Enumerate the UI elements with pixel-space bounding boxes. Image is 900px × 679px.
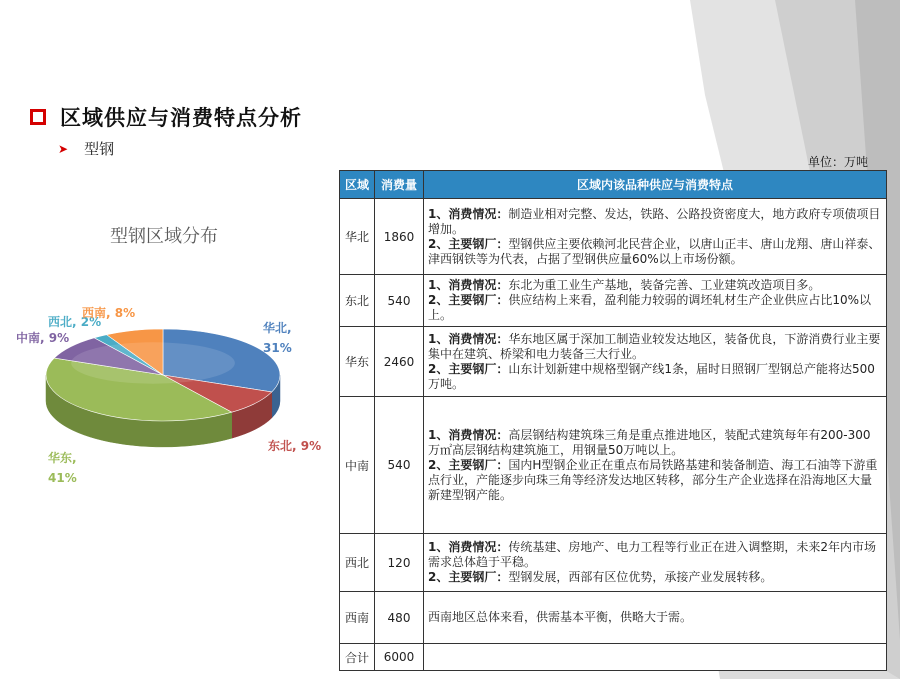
characteristics-label: 1、消费情况：	[428, 540, 509, 554]
consumption-cell: 540	[375, 397, 424, 534]
characteristics-label: 2、主要钢厂：	[428, 361, 509, 376]
pie-label-西南: 西南, 8%	[82, 306, 136, 320]
consumption-cell: 6000	[375, 644, 424, 671]
characteristics-line	[428, 278, 882, 293]
characteristics-line	[428, 570, 882, 585]
table-body	[340, 199, 887, 671]
consumption-cell: 2460	[375, 327, 424, 397]
characteristics-label: 2、主要钢厂：	[428, 457, 509, 472]
region-cell: 西南	[340, 592, 375, 644]
table-row	[340, 534, 887, 592]
characteristics-line	[428, 428, 882, 458]
unit-label: 单位：万吨	[808, 155, 869, 169]
characteristics-label: 1、消费情况：	[428, 278, 509, 292]
pie-label-华东: 华东, 41%	[48, 451, 77, 485]
characteristics-cell	[424, 327, 887, 397]
consumption-cell: 480	[375, 592, 424, 644]
slide-title-row	[30, 102, 302, 132]
pie-top	[46, 329, 280, 421]
characteristics-text: 西南地区总体来看，供需基本平衡，供略大于需。	[428, 610, 693, 624]
region-cell: 华北	[340, 199, 375, 275]
table-row	[340, 275, 887, 327]
characteristics-text: 型钢发展，西部有区位优势，承接产业发展转移。	[508, 570, 773, 584]
header-consumption: 消费量	[375, 171, 424, 199]
characteristics-label: 2、主要钢厂：	[428, 236, 509, 251]
table-row	[340, 644, 887, 671]
table-row	[340, 592, 887, 644]
consumption-cell: 1860	[375, 199, 424, 275]
pie-chart	[0, 290, 340, 490]
characteristics-line	[428, 458, 882, 503]
pie-label-中南: 中南, 9%	[16, 331, 70, 345]
region-cell: 华东	[340, 327, 375, 397]
header-region: 区域	[340, 171, 375, 199]
subtitle: 型钢	[84, 140, 115, 158]
region-cell: 中南	[340, 397, 375, 534]
characteristics-label: 1、消费情况：	[428, 427, 509, 442]
slide-title: 区域供应与消费特点分析	[60, 106, 302, 130]
region-table	[339, 170, 887, 671]
consumption-cell: 120	[375, 534, 424, 592]
characteristics-label: 1、消费情况：	[428, 331, 509, 346]
title-bullet-icon	[30, 109, 46, 125]
pie-label-华北: 华北, 31%	[263, 321, 292, 355]
pie-label-西北: 西北, 2%	[48, 315, 102, 329]
characteristics-text: 高层钢结构建筑珠三角是重点推进地区，装配式建筑每年有200-300万㎡高层钢结构建筑施工，用钢量50万吨以上。	[428, 427, 871, 457]
table-row	[340, 327, 887, 397]
characteristics-cell	[424, 397, 887, 534]
characteristics-label: 2、主要钢厂：	[428, 570, 509, 584]
header-characteristics: 区域内该品种供应与消费特点	[424, 171, 887, 199]
characteristics-text: 供应结构上来看，盈利能力较弱的调坯轧材生产企业供应占比10%以上。	[428, 293, 872, 322]
characteristics-cell	[424, 534, 887, 592]
characteristics-cell	[424, 199, 887, 275]
table-header-row	[340, 171, 887, 199]
consumption-cell: 540	[375, 275, 424, 327]
characteristics-text: 华东地区属于深加工制造业较发达地区，装备优良，下游消费行业主要集中在建筑、桥梁和电力装备三大行业。	[428, 331, 881, 361]
characteristics-label: 2、主要钢厂：	[428, 293, 509, 307]
characteristics-text: 传统基建、房地产、电力工程等行业正在进入调整期，未来2年内市场需求总体趋于平稳。	[428, 540, 876, 569]
characteristics-line	[428, 610, 882, 625]
characteristics-text: 型钢供应主要依赖河北民营企业，以唐山正丰、唐山龙翔、唐山祥泰、津西钢铁等为代表，占据了型钢供应量60%以上市场份额。	[428, 236, 881, 266]
characteristics-line	[428, 540, 882, 570]
pie-highlight	[71, 342, 235, 383]
characteristics-text: 东北为重工业生产基地，装备完善、工业建筑改造项目多。	[508, 278, 821, 292]
characteristics-cell	[424, 592, 887, 644]
characteristics-text: 山东计划新建中规格型钢产线1条，届时日照钢厂型钢总产能将达500万吨。	[428, 361, 875, 391]
characteristics-text: 制造业相对完整、发达，铁路、公路投资密度大，地方政府专项债项目增加。	[428, 206, 881, 236]
characteristics-line	[428, 237, 882, 267]
characteristics-line	[428, 362, 882, 392]
pie-label-东北: 东北, 9%	[268, 439, 322, 453]
characteristics-cell	[424, 275, 887, 327]
characteristics-text: 国内H型钢企业正在重点布局铁路基建和装备制造、海工石油等下游重点行业，产能逐步向珠三角等经济发达地区转移，部分生产企业选择在沿海地区大量新建型钢产能。	[428, 457, 878, 502]
characteristics-label: 1、消费情况：	[428, 206, 509, 221]
chart-title: 型钢区域分布	[110, 226, 218, 247]
characteristics-cell	[424, 644, 887, 671]
characteristics-line	[428, 332, 882, 362]
arrow-bullet-icon: ➤	[58, 141, 69, 156]
characteristics-line	[428, 207, 882, 237]
characteristics-line	[428, 293, 882, 323]
region-cell: 合计	[340, 644, 375, 671]
table-row	[340, 199, 887, 275]
table-row	[340, 397, 887, 534]
region-cell: 东北	[340, 275, 375, 327]
region-cell: 西北	[340, 534, 375, 592]
subtitle-row	[58, 138, 114, 159]
